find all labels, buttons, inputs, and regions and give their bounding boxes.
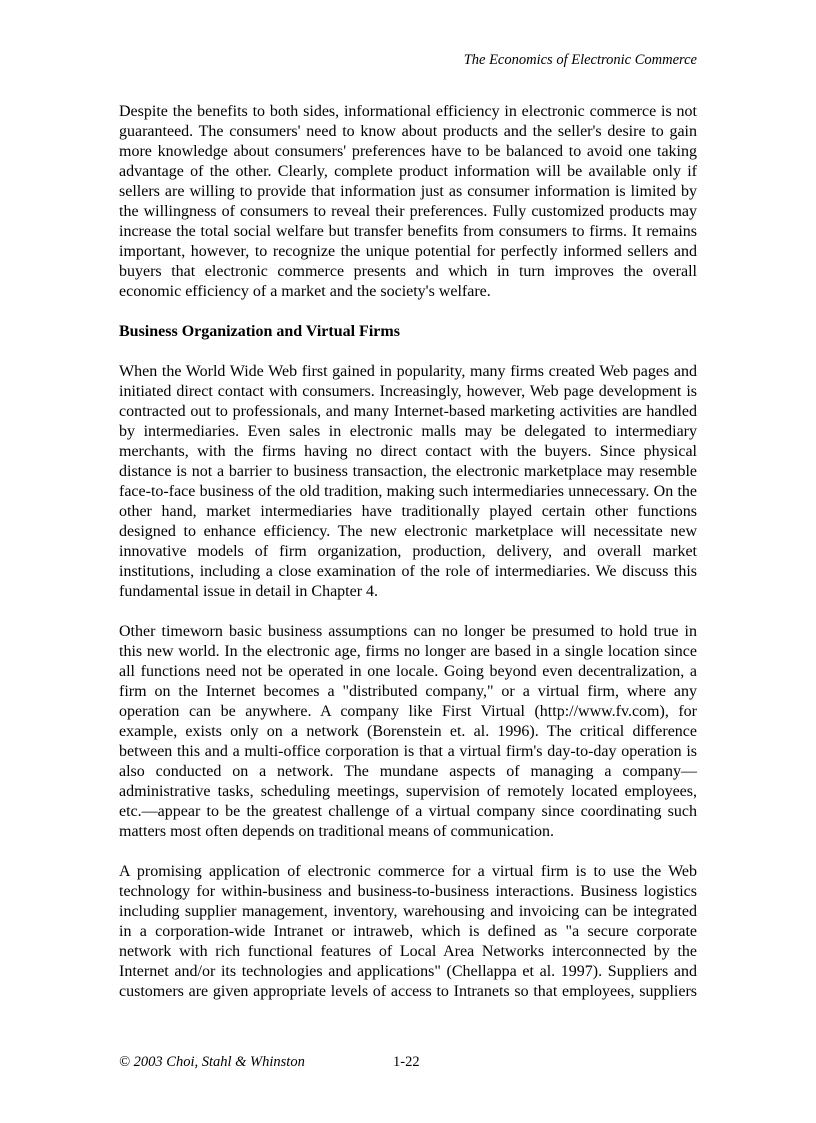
text-line: When the World Wide Web first gained in popularity, many firms created Web pages and — [119, 363, 697, 380]
text-line: merchants, with the firms having no direct contact with the buyers. Since physical — [119, 443, 697, 460]
text-line: economic efficiency of a market and the society's welfare. — [119, 283, 491, 300]
text-line: all functions need not be operated in one locale. Going beyond even decentralization, a — [119, 663, 697, 680]
text-line: designed to enhance efficiency. The new electronic marketplace will necessitate new — [119, 523, 697, 540]
text-line: other hand, market intermediaries have traditionally played certain other functions — [119, 503, 697, 520]
text-line: initiated direct contact with consumers. Increasingly, however, Web page development is — [119, 383, 697, 400]
text-line: the willingness of consumers to reveal their preferences. Fully customized products may — [119, 203, 697, 220]
text-line: institutions, including a close examination of the role of intermediaries. We discuss this — [119, 563, 697, 580]
text-line: buyers that electronic commerce presents and which in turn improves the overall — [119, 263, 697, 280]
text-line: matters most often depends on traditional means of communication. — [119, 823, 555, 840]
text-line: also conducted on a network. The mundane aspects of managing a company— — [119, 763, 697, 780]
page-number: 1-22 — [393, 1054, 420, 1070]
text-line: important, however, to recognize the unique potential for perfectly informed sellers and — [119, 243, 697, 260]
text-line: by intermediaries. Even sales in electronic malls may be delegated to intermediary — [119, 423, 697, 440]
running-header: The Economics of Electronic Commerce — [463, 52, 697, 68]
text-line: increase the total social welfare but transfer benefits from consumers to firms. It remains — [119, 223, 697, 240]
paragraph — [119, 102, 697, 302]
text-line: advantage of the other. Clearly, complete product information will be available only if — [119, 163, 697, 180]
text-line: guaranteed. The consumers' need to know about products and the seller's desire to gain — [119, 123, 697, 140]
text-line: between this and a multi-office corporation is that a virtual firm's day-to-day operation is — [119, 743, 697, 760]
text-line: Other timeworn basic business assumptions can no longer be presumed to hold true in — [119, 623, 697, 640]
footer-copyright: © 2003 Choi, Stahl & Whinston — [119, 1054, 305, 1070]
text-line: this new world. In the electronic age, firms no longer are based in a single location since — [119, 643, 697, 660]
text-line: firm on the Internet becomes a "distributed company," or a virtual firm, where any — [119, 683, 697, 700]
text-line: contracted out to professionals, and many Internet-based marketing activities are handled — [119, 403, 697, 420]
section-heading: Business Organization and Virtual Firms — [119, 323, 400, 340]
paragraph — [119, 862, 697, 1002]
text-line: more knowledge about consumers' preferences have to be balanced to avoid one taking — [119, 143, 697, 160]
text-line: distance is not a barrier to business transaction, the electronic marketplace may resemble — [119, 463, 697, 480]
text-line: administrative tasks, scheduling meetings, supervision of remotely located employees, — [119, 783, 697, 800]
text-line: example, exists only on a network (Borenstein et. al. 1996). The critical difference — [119, 723, 697, 740]
text-line: in a corporation-wide Intranet or intraweb, which is defined as "a secure corporate — [119, 923, 697, 940]
text-line: operation can be anywhere. A company like First Virtual (http://www.fv.com), for — [119, 703, 697, 720]
text-line: Despite the benefits to both sides, informational efficiency in electronic commerce is not — [119, 103, 697, 120]
text-line: including supplier management, inventory, warehousing and invoicing can be integrated — [119, 903, 697, 920]
text-line: customers are given appropriate levels of access to Intranets so that employees, suppliers — [119, 983, 697, 1000]
text-line: technology for within-business and business-to-business interactions. Business logistics — [119, 883, 697, 900]
text-line: etc.—appear to be the greatest challenge of a virtual company since coordinating such — [119, 803, 697, 820]
text-line: face-to-face business of the old tradition, making such intermediaries unnecessary. On the — [119, 483, 697, 500]
paragraph — [119, 622, 697, 842]
text-line: A promising application of electronic commerce for a virtual firm is to use the Web — [119, 863, 697, 880]
text-line: sellers are willing to provide that information just as consumer information is limited by — [119, 183, 697, 200]
text-line: network with rich functional features of Local Area Networks interconnected by the — [119, 943, 697, 960]
text-line: Internet and/or its technologies and applications" (Chellappa et al. 1997). Suppliers and — [119, 963, 697, 980]
paragraph — [119, 362, 697, 602]
text-line: innovative models of firm organization, production, delivery, and overall market — [119, 543, 697, 560]
document-body — [119, 102, 697, 1022]
text-line: fundamental issue in detail in Chapter 4. — [119, 583, 379, 600]
